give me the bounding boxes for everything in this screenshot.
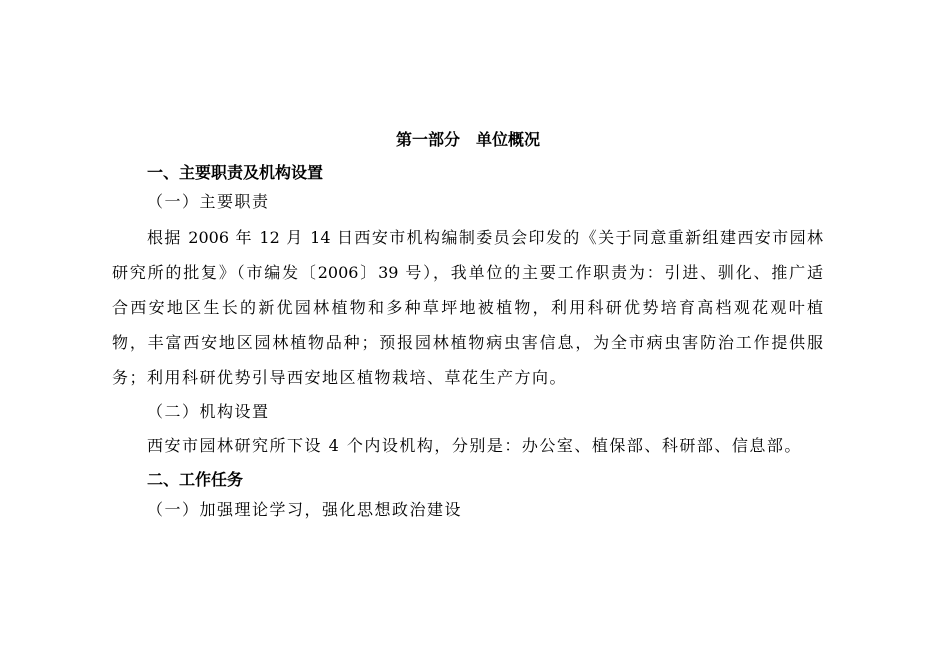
subsection-heading-main-duties: （一）主要职责 — [147, 192, 270, 211]
subsection-heading-organization: （二）机构设置 — [147, 402, 270, 421]
subsection-heading-theory-study: （一）加强理论学习，强化思想政治建设 — [147, 500, 463, 519]
page-title: 第一部分 单位概况 — [395, 130, 540, 149]
section-heading-tasks: 二、工作任务 — [147, 470, 244, 489]
section-heading-responsibilities: 一、主要职责及机构设置 — [147, 163, 324, 182]
paragraph-line-3: 合西安地区生长的新优园林植物和多种草坪地被植物，利用科研优势培育高档观花观叶植 — [112, 298, 823, 317]
paragraph-line-1: 根据 2006 年 12 月 14 日西安市机构编制委员会印发的《关于同意重新组建西安市园林 — [147, 228, 823, 247]
paragraph-line-4: 物，丰富西安地区园林植物品种；预报园林植物病虫害信息，为全市病虫害防治工作提供服 — [112, 333, 823, 352]
paragraph-line-5: 务；利用科研优势引导西安地区植物栽培、草花生产方向。 — [112, 368, 568, 387]
organization-paragraph: 西安市园林研究所下设 4 个内设机构，分别是：办公室、植保部、科研部、信息部。 — [147, 436, 802, 455]
paragraph-line-2: 研究所的批复》（市编发〔2006〕39 号），我单位的主要工作职责为：引进、驯化、推广适 — [112, 263, 823, 282]
